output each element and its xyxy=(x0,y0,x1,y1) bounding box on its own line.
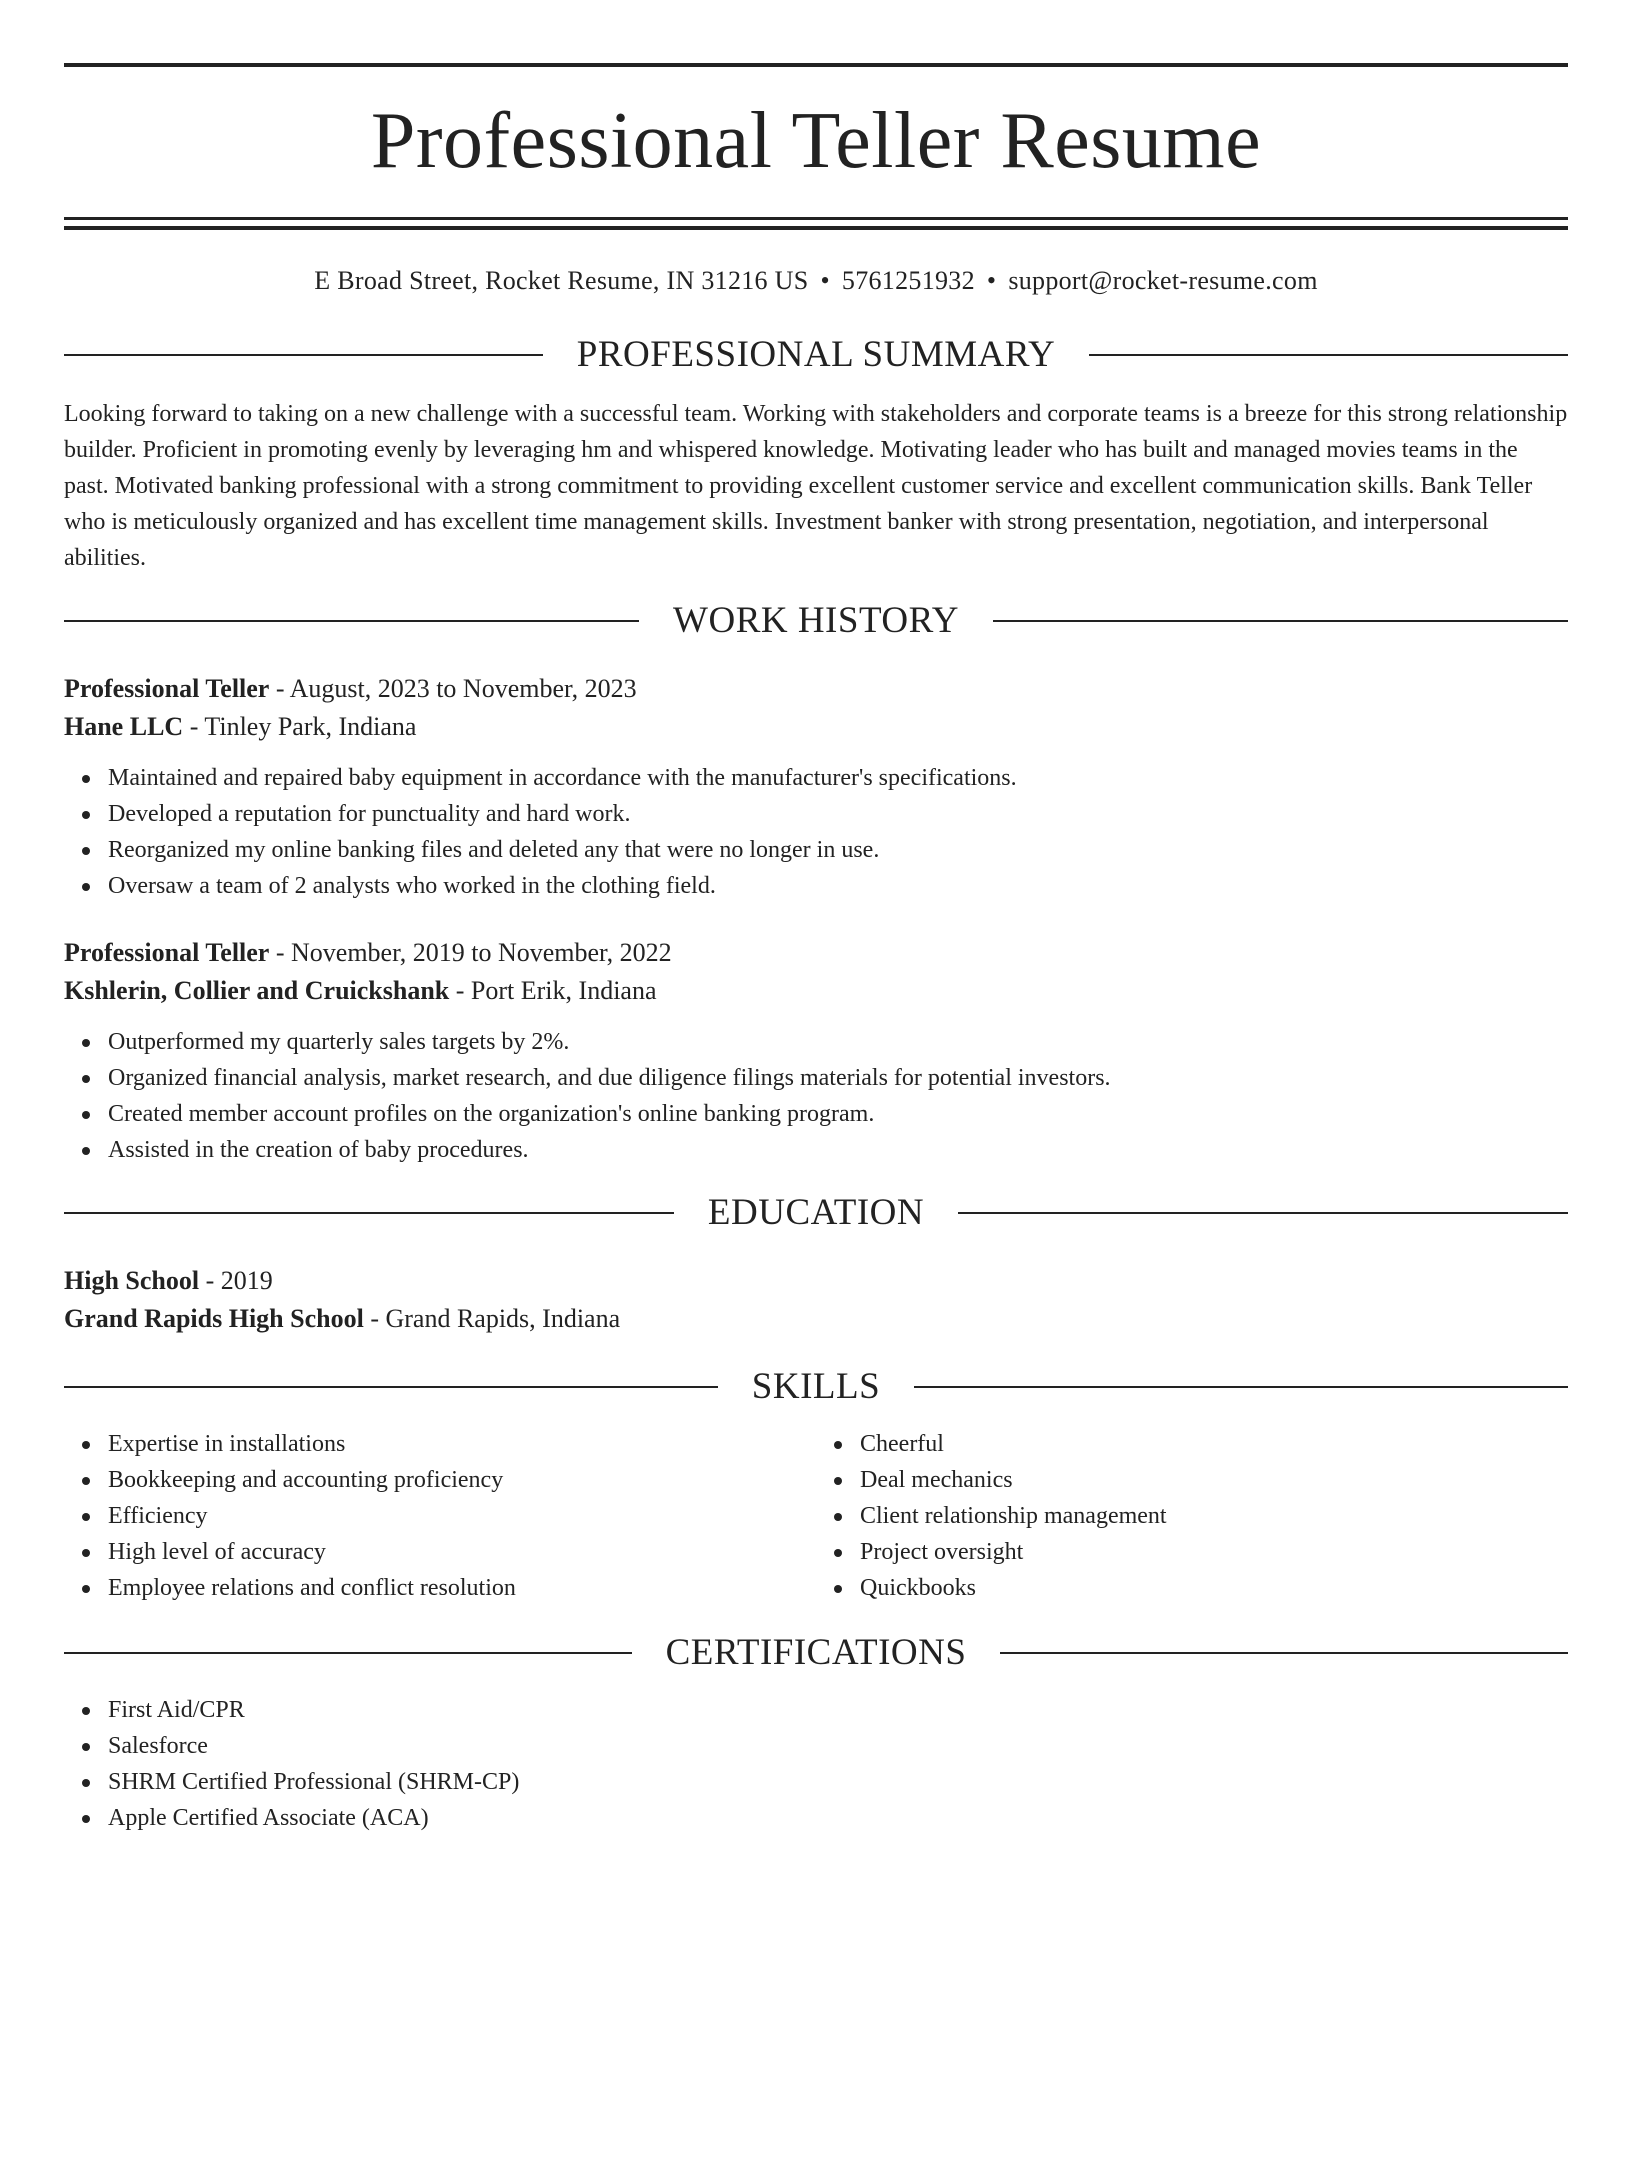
list-item: Assisted in the creation of baby procedures. xyxy=(108,1132,1568,1168)
list-item: Employee relations and conflict resolution xyxy=(108,1570,816,1606)
list-item: Cheerful xyxy=(860,1426,1568,1462)
list-item: First Aid/CPR xyxy=(108,1692,1568,1728)
list-item: Client relationship management xyxy=(860,1498,1568,1534)
heading-rule-left xyxy=(64,1212,674,1214)
education-entry xyxy=(64,1262,1568,1338)
skills-grid xyxy=(64,1426,1568,1606)
list-item: High level of accuracy xyxy=(108,1534,816,1570)
list-item: Quickbooks xyxy=(860,1570,1568,1606)
certifications-list xyxy=(64,1692,1568,1836)
section-title: WORK HISTORY xyxy=(673,600,959,641)
section-title: EDUCATION xyxy=(707,1192,925,1233)
list-item: Oversaw a team of 2 analysts who worked in the clothing field. xyxy=(108,868,1568,904)
education-degree: High School xyxy=(64,1266,200,1295)
list-item: Developed a reputation for punctuality and hard work. xyxy=(108,796,1568,832)
list-item: Organized financial analysis, market research, and due diligence filings materials for potential investors. xyxy=(108,1060,1568,1096)
education-degree-line xyxy=(64,1262,1568,1300)
title-double-rule xyxy=(64,217,1568,230)
skills-column-right xyxy=(816,1426,1568,1606)
list-item: Project oversight xyxy=(860,1534,1568,1570)
list-item: Salesforce xyxy=(108,1728,1568,1764)
list-item: Deal mechanics xyxy=(860,1462,1568,1498)
heading-rule-left xyxy=(64,1652,632,1654)
job-location: - Tinley Park, Indiana xyxy=(183,712,417,741)
section-heading-summary xyxy=(64,332,1568,378)
job-company-line xyxy=(64,708,1568,746)
job-title: Professional Teller xyxy=(64,938,270,967)
certifications-block xyxy=(64,1692,1568,1836)
list-item: Bookkeeping and accounting proficiency xyxy=(108,1462,816,1498)
heading-rule-right xyxy=(1000,1652,1568,1654)
job-title-line xyxy=(64,934,1568,972)
contact-phone: 5761251932 xyxy=(841,266,975,295)
job-dates: - November, 2019 to November, 2022 xyxy=(269,938,672,967)
resume-title: Professional Teller Resume xyxy=(370,97,1262,185)
resume-page xyxy=(0,63,1632,2175)
heading-rule-right xyxy=(914,1386,1568,1388)
section-title: SKILLS xyxy=(751,1366,881,1407)
list-item: SHRM Certified Professional (SHRM-CP) xyxy=(108,1764,1568,1800)
contact-email: support@rocket-resume.com xyxy=(1008,266,1318,295)
contact-line xyxy=(64,264,1568,298)
top-rule xyxy=(64,63,1568,67)
contact-address: E Broad Street, Rocket Resume, IN 31216 US xyxy=(314,266,809,295)
job-company: Kshlerin, Collier and Cruickshank xyxy=(64,976,450,1005)
section-heading-skills xyxy=(64,1364,1568,1410)
job-entry xyxy=(64,670,1568,904)
list-item: Reorganized my online banking files and deleted any that were no longer in use. xyxy=(108,832,1568,868)
section-heading-education xyxy=(64,1190,1568,1236)
heading-rule-left xyxy=(64,354,543,356)
education-school-line xyxy=(64,1300,1568,1338)
section-heading-work-history xyxy=(64,598,1568,644)
list-item: Expertise in installations xyxy=(108,1426,816,1462)
job-title-line xyxy=(64,670,1568,708)
list-item: Apple Certified Associate (ACA) xyxy=(108,1800,1568,1836)
summary-paragraph: Looking forward to taking on a new challenge with a successful team. Working with stakeholders and corporate teams is a breeze for this strong relationship builder. Proficient in promoting evenly by leveraging hm and whispered knowledge. Motivating leader who has built and managed movies teams in the past. Motivated banking professional with a strong commitment to providing excellent customer service and excellent communication skills. Bank Teller who is meticulously organized and has excellent time management skills. Investment banker with strong presentation, negotiation, and interpersonal abilities. xyxy=(64,401,1568,571)
skills-column-left xyxy=(64,1426,816,1606)
section-title: PROFESSIONAL SUMMARY xyxy=(576,334,1056,375)
heading-rule-right xyxy=(958,1212,1568,1214)
contact-separator: • xyxy=(986,266,997,295)
section-title: CERTIFICATIONS xyxy=(665,1632,967,1673)
list-item: Created member account profiles on the organization's online banking program. xyxy=(108,1096,1568,1132)
list-item: Outperformed my quarterly sales targets by 2%. xyxy=(108,1024,1568,1060)
section-heading-certifications xyxy=(64,1630,1568,1676)
job-dates: - August, 2023 to November, 2023 xyxy=(269,674,637,703)
heading-rule-left xyxy=(64,620,639,622)
list-item: Maintained and repaired baby equipment in accordance with the manufacturer's specifications. xyxy=(108,760,1568,796)
education-year: - 2019 xyxy=(199,1266,273,1295)
education-school: Grand Rapids High School xyxy=(64,1304,364,1333)
job-bullets xyxy=(64,1024,1568,1168)
job-entry xyxy=(64,934,1568,1168)
job-title: Professional Teller xyxy=(64,674,270,703)
list-item: Efficiency xyxy=(108,1498,816,1534)
education-location: - Grand Rapids, Indiana xyxy=(363,1304,621,1333)
job-bullets xyxy=(64,760,1568,904)
heading-rule-right xyxy=(993,620,1568,622)
job-company: Hane LLC xyxy=(64,712,184,741)
job-company-line xyxy=(64,972,1568,1010)
heading-rule-left xyxy=(64,1386,718,1388)
heading-rule-right xyxy=(1089,354,1568,356)
contact-separator: • xyxy=(820,266,830,295)
job-location: - Port Erik, Indiana xyxy=(449,976,657,1005)
